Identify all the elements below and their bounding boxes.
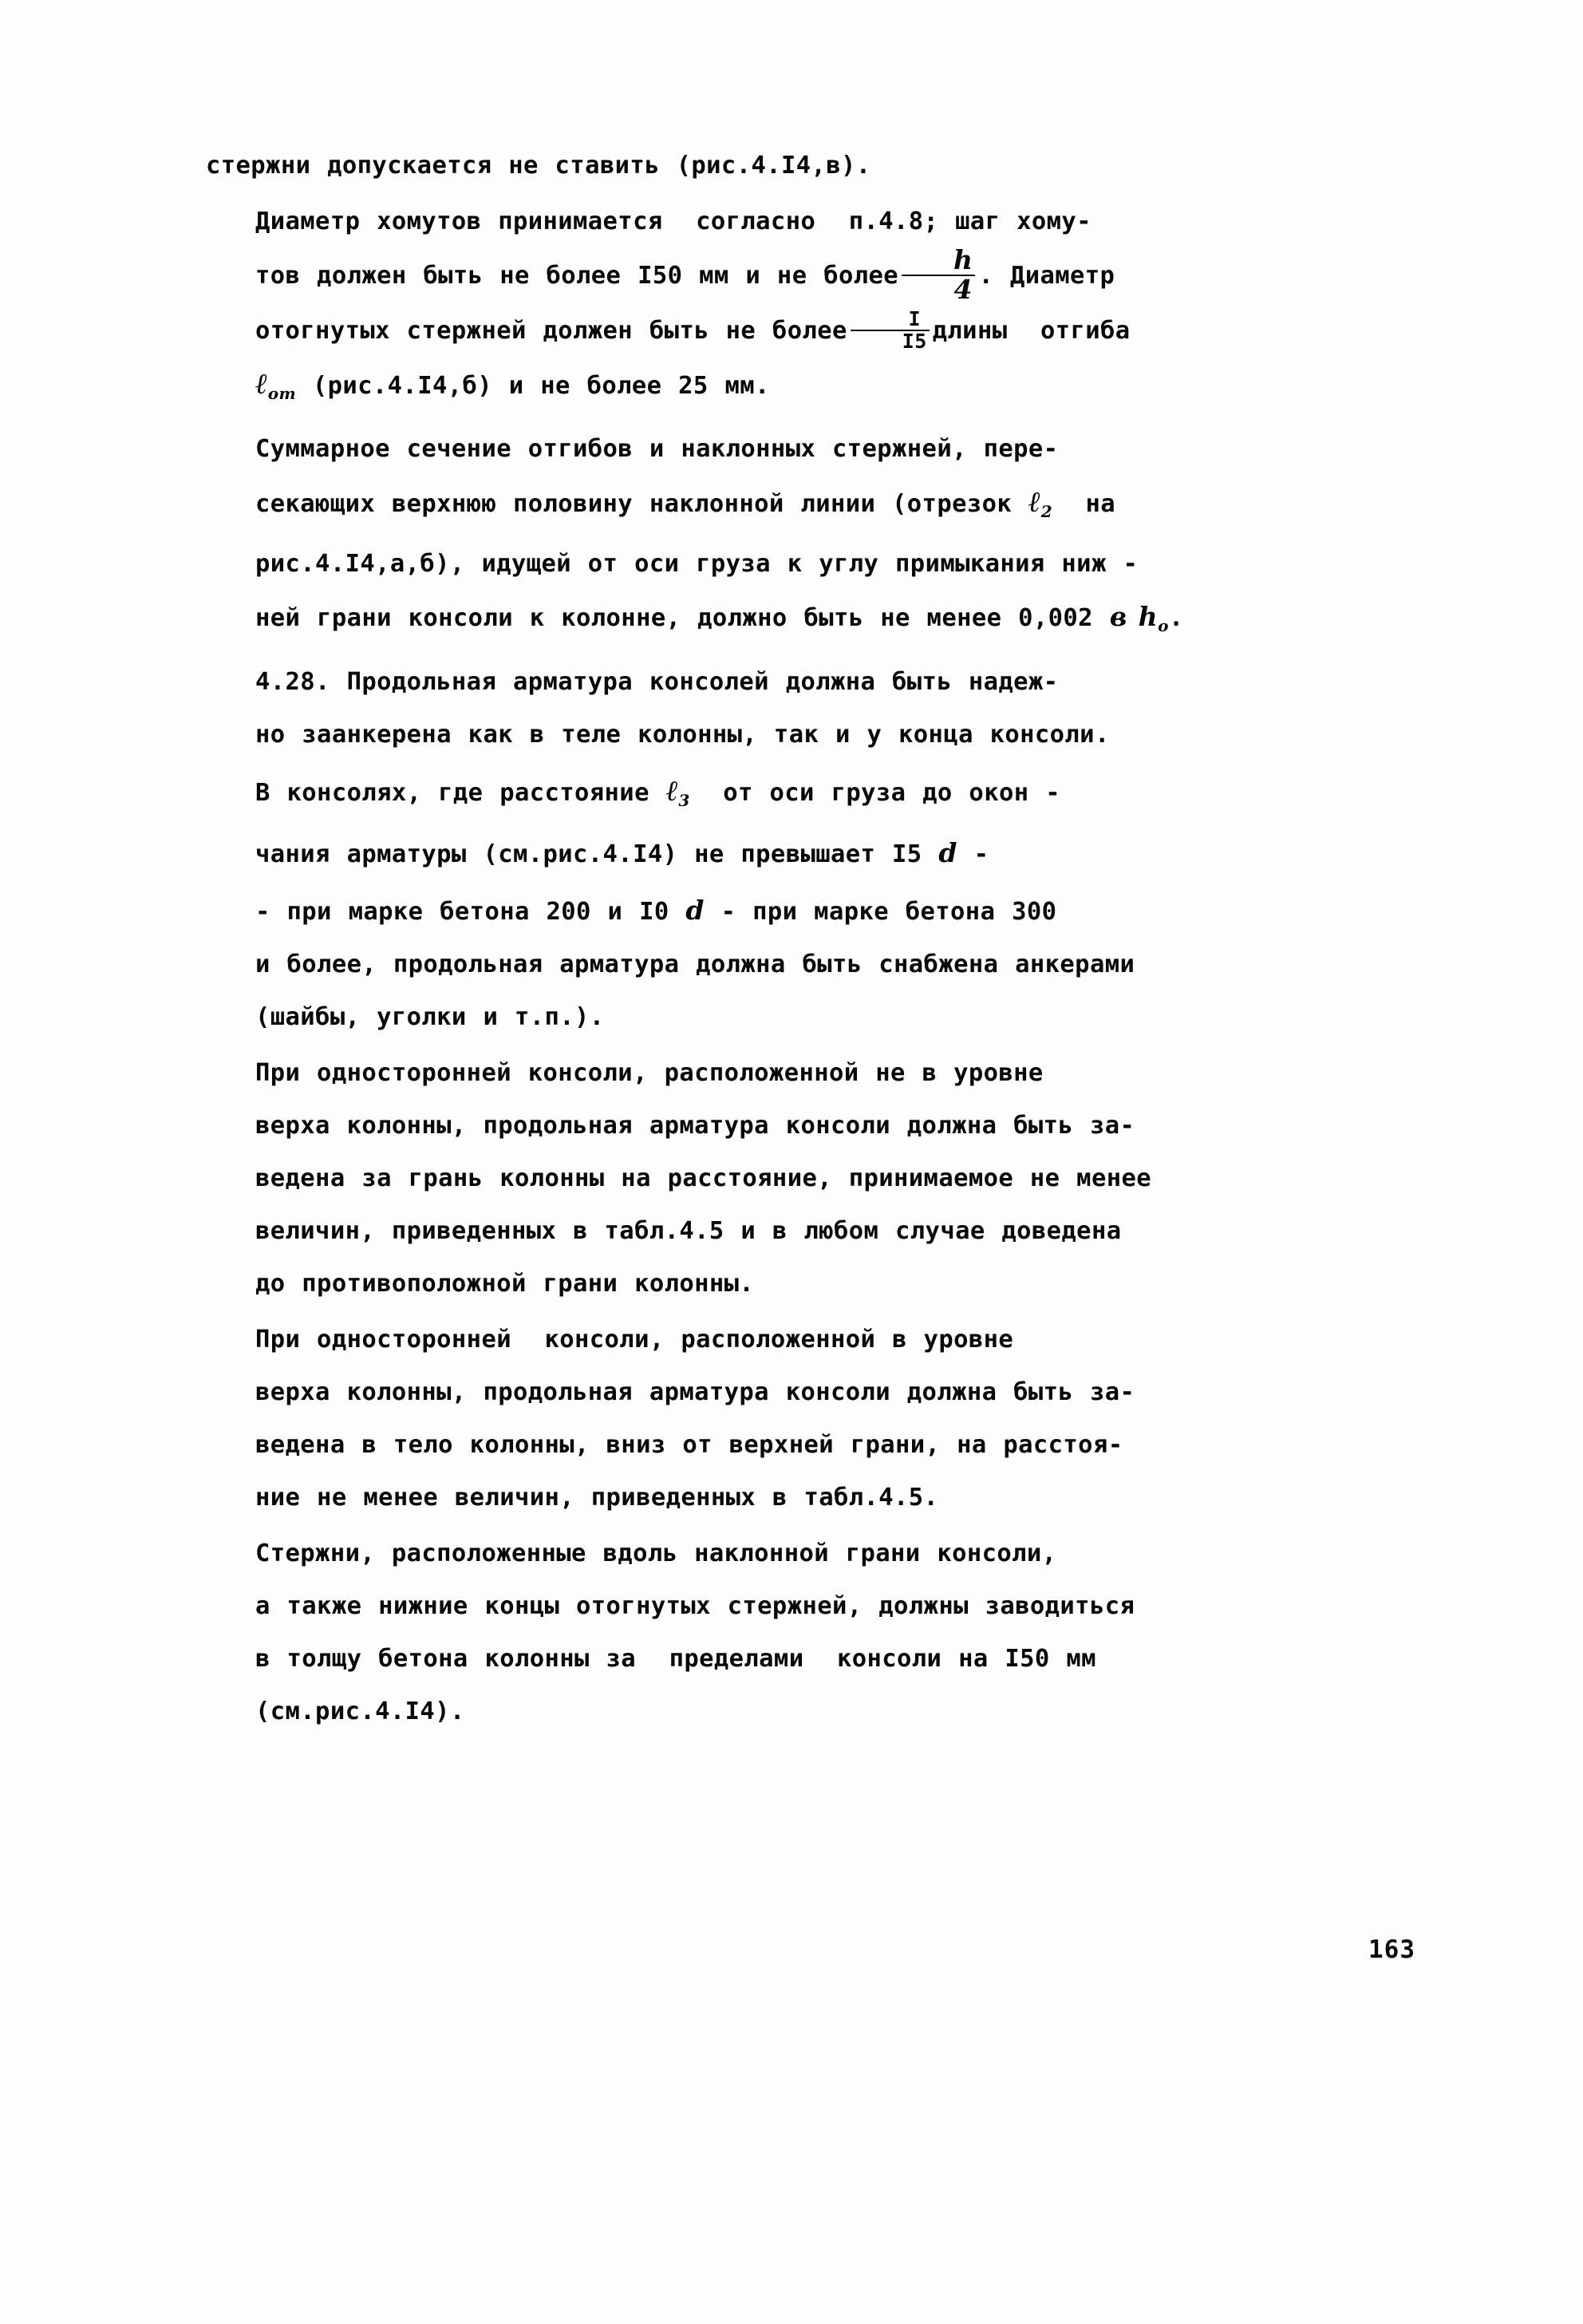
text-segment: (рис.4.I4,б) и не более 25 мм.: [312, 372, 770, 401]
paragraph-6: [206, 884, 1387, 1044]
text-line: рис.4.I4,а,б), идущей от оси груза к углу примыкания ниж -: [255, 550, 1139, 579]
text-segment: . Диаметр: [978, 262, 1115, 290]
symbol-ell-2: ℓ: [1028, 485, 1041, 520]
text-line: 4.28. Продольная арматура консолей должна быть надеж-: [255, 667, 1059, 696]
symbol-ell-3-subscript: 3: [678, 790, 690, 810]
paragraph-8: [206, 1314, 1387, 1524]
symbol-d: d: [938, 836, 957, 868]
text-line: Диаметр хомутов принимается согласно п.4.8; шаг хому-: [255, 208, 1092, 235]
symbol-ell-ot-subscript: от: [267, 384, 297, 404]
text-segment: В консолях, где расстояние: [255, 778, 649, 807]
text-line: и более, продольная арматура должна быть снабжена анкерами: [255, 950, 1135, 978]
fraction-numerator: I: [851, 309, 930, 331]
text-line: а также нижние концы отогнутых стержней, должны заводиться: [255, 1591, 1135, 1620]
text-line: величин, приведенных в табл.4.5 и в любом случае доведена: [255, 1216, 1122, 1245]
text-segment: тов должен быть не более I50 мм и не более: [255, 262, 899, 290]
text-line: но заанкерена как в теле колонны, так и у конца консоли.: [255, 720, 1110, 749]
paragraph-5: [206, 765, 1387, 881]
text-line: Стержни, расположенные вдоль наклонной грани консоли,: [255, 1539, 1057, 1567]
text-segment: -: [973, 840, 989, 868]
text-line-with-symbol: [206, 358, 1387, 420]
text-segment: отогнутых стержней должен быть не более: [255, 317, 847, 346]
text-line: При односторонней консоли, расположенной не в уровне: [255, 1058, 1044, 1087]
symbol-d: d: [685, 894, 705, 926]
text-segment: секающих верхнюю половину наклонной линии (отрезок: [255, 490, 1013, 519]
fraction-denominator: 4: [953, 273, 973, 305]
text-segment: на: [1085, 490, 1116, 519]
text-line: (шайбы, уголки и т.п.).: [255, 1002, 605, 1031]
fraction-numerator: h: [902, 247, 975, 276]
text-line: (см.рис.4.I4).: [255, 1697, 465, 1725]
text-line-with-symbol: ней грани консоли к колонне, должно быть не менее 0,002 в $h_о$.: [255, 601, 1184, 636]
text-segment: длины отгиба: [932, 317, 1131, 346]
page-body: [206, 140, 1387, 1741]
text-segment: от оси груза до окон -: [723, 778, 1061, 807]
paragraph-1: [206, 140, 1387, 192]
symbol-b-h-subscript: о: [1158, 616, 1169, 636]
fraction-h-over-4: [902, 244, 975, 305]
text-line-with-fraction-2: [206, 305, 1387, 358]
text-line: Суммарное сечение отгибов и наклонных стержней, пере-: [255, 435, 1059, 464]
text-line: в толщу бетона колонны за пределами консоли на I50 мм: [255, 1644, 1096, 1673]
symbol-ell-2-subscript: 2: [1040, 502, 1053, 522]
text-segment: - при марке бетона 200 и I0: [255, 897, 669, 926]
text-line: ведена в тело колонны, вниз от верхней грани, на расстоя-: [255, 1430, 1123, 1459]
fraction-denominator: I5: [902, 329, 927, 353]
paragraph-3: [206, 423, 1387, 652]
symbol-ell-3: ℓ: [665, 773, 679, 808]
text-line: до противоположной грани колонны.: [255, 1269, 755, 1298]
page-number: 163: [1368, 1935, 1415, 1964]
text-segment: чания арматуры (см.рис.4.I4) не превышает I5: [255, 840, 922, 868]
text-line-with-symbol: [206, 476, 1387, 538]
fraction-1-over-15: [851, 306, 930, 353]
text-line: стержни допускается не ставить (рис.4.I4,в).: [206, 152, 871, 180]
symbol-b-h: в h: [1109, 601, 1159, 633]
text-segment: - при марке бетона 300: [720, 897, 1057, 926]
paragraph-2: [206, 196, 1387, 420]
symbol-ell-ot: ℓ: [255, 367, 268, 401]
text-line: верха колонны, продольная арматура консоли должна быть за-: [255, 1111, 1135, 1140]
text-line: верха колонны, продольная арматура консоли должна быть за-: [255, 1377, 1135, 1406]
text-line: ние не менее величин, приведенных в табл.4.5.: [255, 1483, 939, 1512]
text-segment: ней грани консоли к колонне, должно быть не менее 0,002: [255, 604, 1093, 633]
paragraph-7: [206, 1047, 1387, 1310]
text-line-with-fraction: [206, 244, 1387, 305]
paragraph-9: [206, 1528, 1387, 1738]
text-line: При односторонней консоли, расположенной в уровне: [255, 1325, 1014, 1354]
text-line-with-symbol: [206, 884, 1387, 939]
text-line-with-symbol: [206, 765, 1387, 827]
paragraph-4: [206, 656, 1387, 761]
text-line-with-symbol: [206, 827, 1387, 881]
text-line: ведена за грань колонны на расстояние, принимаемое не менее: [255, 1164, 1151, 1192]
